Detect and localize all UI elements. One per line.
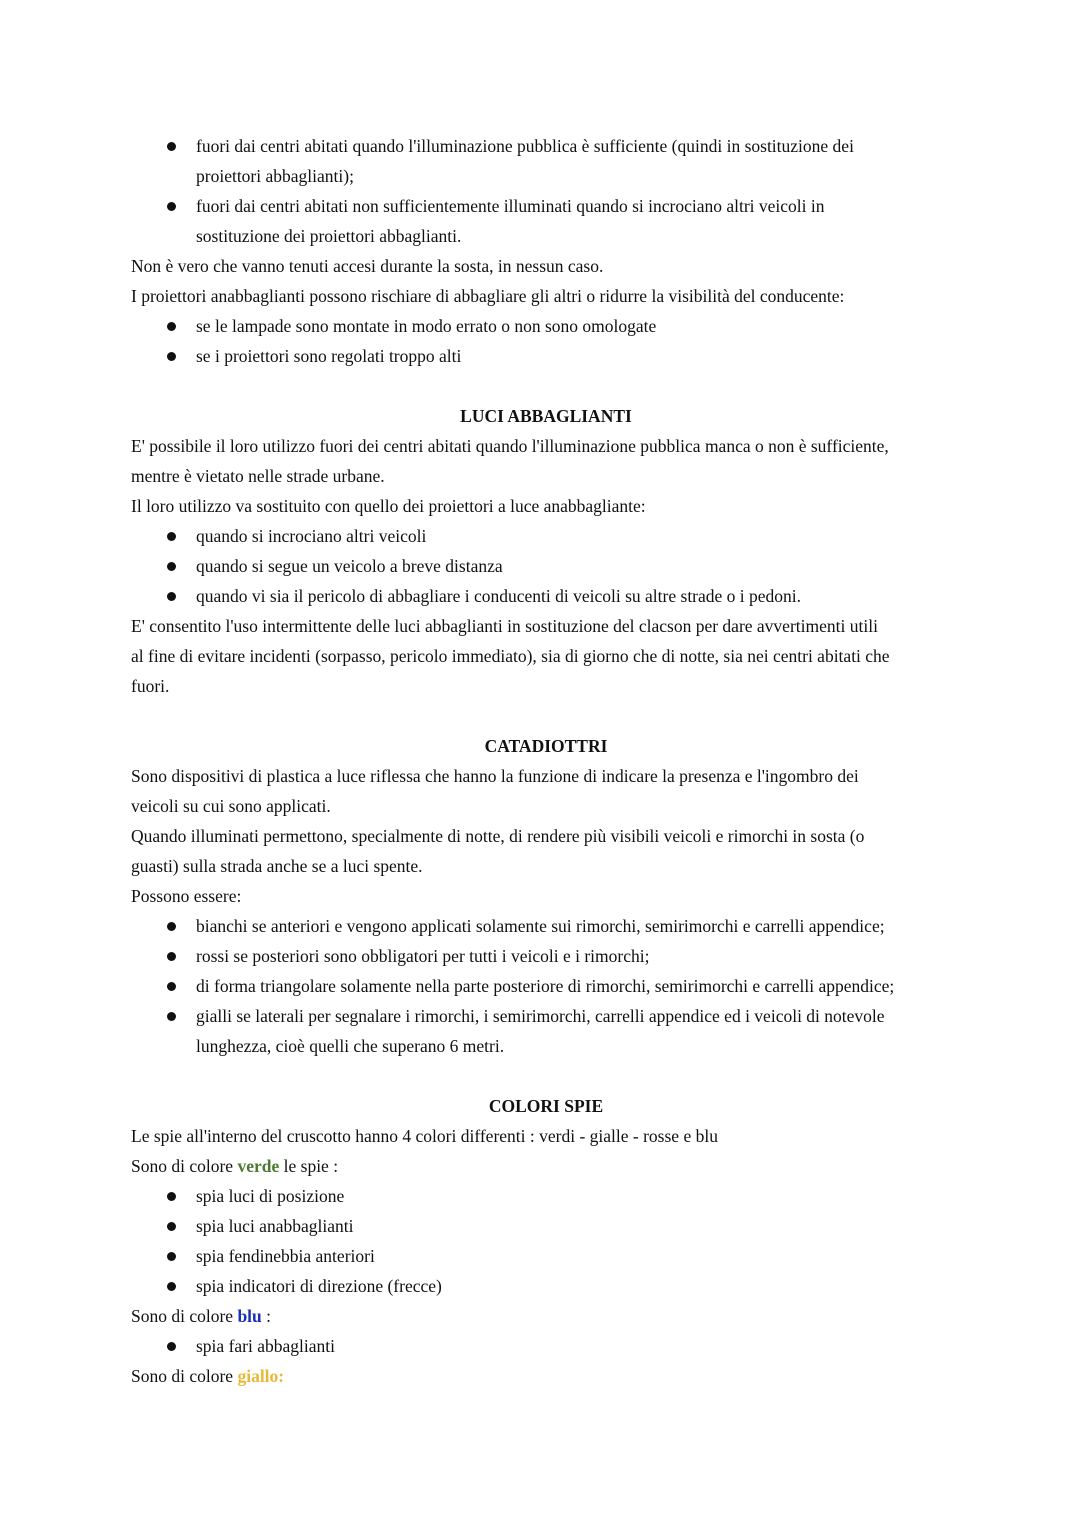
text-run: Sono di colore — [131, 1366, 238, 1386]
paragraph-blu — [131, 1301, 961, 1331]
list-item — [131, 941, 961, 971]
list-item: spia fari abbaglianti — [131, 1331, 961, 1361]
list-item: quando si incrociano altri veicoli — [131, 521, 961, 551]
list-item-line: fuori dai centri abitati non sufficientemente illuminati quando si incrociano altri veicoli in — [196, 196, 825, 216]
list-item: spia luci anabbaglianti — [131, 1211, 961, 1241]
paragraph-line: Il loro utilizzo va sostituito con quello dei proiettori a luce anabbagliante: — [131, 496, 646, 516]
list-item: se i proiettori sono regolati troppo alti — [131, 341, 961, 371]
document-content — [131, 131, 961, 1391]
list-item-line: gialli se laterali per segnalare i rimorchi, i semirimorchi, carrelli appendice ed i veicoli di notevole — [196, 1006, 885, 1026]
color-word-giallo: giallo — [237, 1366, 279, 1386]
list-item-line: proiettori abbaglianti); — [196, 166, 354, 186]
paragraph-line: Quando illuminati permettono, specialmente di notte, di rendere più visibili veicoli e rimorchi in sosta (o — [131, 826, 865, 846]
list-item-line: fuori dai centri abitati quando l'illuminazione pubblica è sufficiente (quindi in sostituzione dei — [196, 136, 854, 156]
text-run: : — [278, 1366, 285, 1386]
color-word-blu: blu — [237, 1306, 262, 1326]
color-word-verde: verde — [237, 1156, 280, 1176]
paragraph-line: Possono essere: — [131, 886, 242, 906]
blu-list — [131, 1331, 961, 1361]
list-item-line: sostituzione dei proiettori abbaglianti. — [196, 226, 462, 246]
paragraph-line: guasti) sulla strada anche se a luci spente. — [131, 856, 423, 876]
list-item — [131, 191, 961, 251]
list-item: spia fendinebbia anteriori — [131, 1241, 961, 1271]
paragraph-line: fuori. — [131, 676, 170, 696]
abbaglianti-list — [131, 521, 961, 611]
list-item — [131, 131, 961, 191]
paragraph-line: Sono dispositivi di plastica a luce riflessa che hanno la funzione di indicare la presenza e l'ingombro dei — [131, 766, 859, 786]
section-heading-spie: COLORI SPIE — [488, 1096, 604, 1116]
text-run: le spie : — [279, 1156, 339, 1176]
list-item — [131, 1001, 961, 1061]
paragraph-line: E' consentito l'uso intermittente delle luci abbaglianti in sostituzione del clacson per dare avvertimenti utili — [131, 616, 878, 636]
paragraph-rischio: I proiettori anabbaglianti possono rischiare di abbagliare gli altri o ridurre la visibilità del conducente: — [131, 286, 845, 306]
text-run: : — [261, 1306, 272, 1326]
paragraph-verde — [131, 1151, 961, 1181]
list-item: spia indicatori di direzione (frecce) — [131, 1271, 961, 1301]
list-item-line: rossi se posteriori sono obbligatori per tutti i veicoli e i rimorchi; — [196, 946, 650, 966]
catadiottri-list — [131, 911, 961, 1061]
list-item-line: lunghezza, cioè quelli che superano 6 metri. — [196, 1036, 505, 1056]
paragraph-line: E' possibile il loro utilizzo fuori dei centri abitati quando l'illuminazione pubblica manca o non è sufficiente, — [131, 436, 889, 456]
paragraph-sosta: Non è vero che vanno tenuti accesi durante la sosta, in nessun caso. — [131, 256, 604, 276]
text-run: Sono di colore — [131, 1156, 238, 1176]
section-heading-abbaglianti: LUCI ABBAGLIANTI — [460, 406, 632, 426]
list-item: quando si segue un veicolo a breve distanza — [131, 551, 961, 581]
text-run: Sono di colore — [131, 1306, 238, 1326]
list-item: quando vi sia il pericolo di abbagliare i conducenti di veicoli su altre strade o i pedoni. — [131, 581, 961, 611]
verde-list — [131, 1181, 961, 1301]
section-heading-catadiottri: CATADIOTTRI — [484, 736, 608, 756]
list-item-line: di forma triangolare solamente nella parte posteriore di rimorchi, semirimorchi e carrelli appendice; — [196, 976, 895, 996]
paragraph-line: mentre è vietato nelle strade urbane. — [131, 466, 385, 486]
list-item: se le lampade sono montate in modo errato o non sono omologate — [131, 311, 961, 341]
list-item-line: bianchi se anteriori e vengono applicati solamente sui rimorchi, semirimorchi e carrelli appendice; — [196, 916, 885, 936]
list-item: spia luci di posizione — [131, 1181, 961, 1211]
list-item — [131, 911, 961, 941]
paragraph-giallo — [131, 1361, 961, 1391]
paragraph-line: Le spie all'interno del cruscotto hanno 4 colori differenti : verdi - gialle - rosse e blu — [131, 1126, 718, 1146]
list-item — [131, 971, 961, 1001]
rischio-list — [131, 311, 961, 371]
intro-list — [131, 131, 961, 251]
paragraph-line: al fine di evitare incidenti (sorpasso, pericolo immediato), sia di giorno che di notte, sia nei centri abitati che — [131, 646, 890, 666]
paragraph-line: veicoli su cui sono applicati. — [131, 796, 331, 816]
